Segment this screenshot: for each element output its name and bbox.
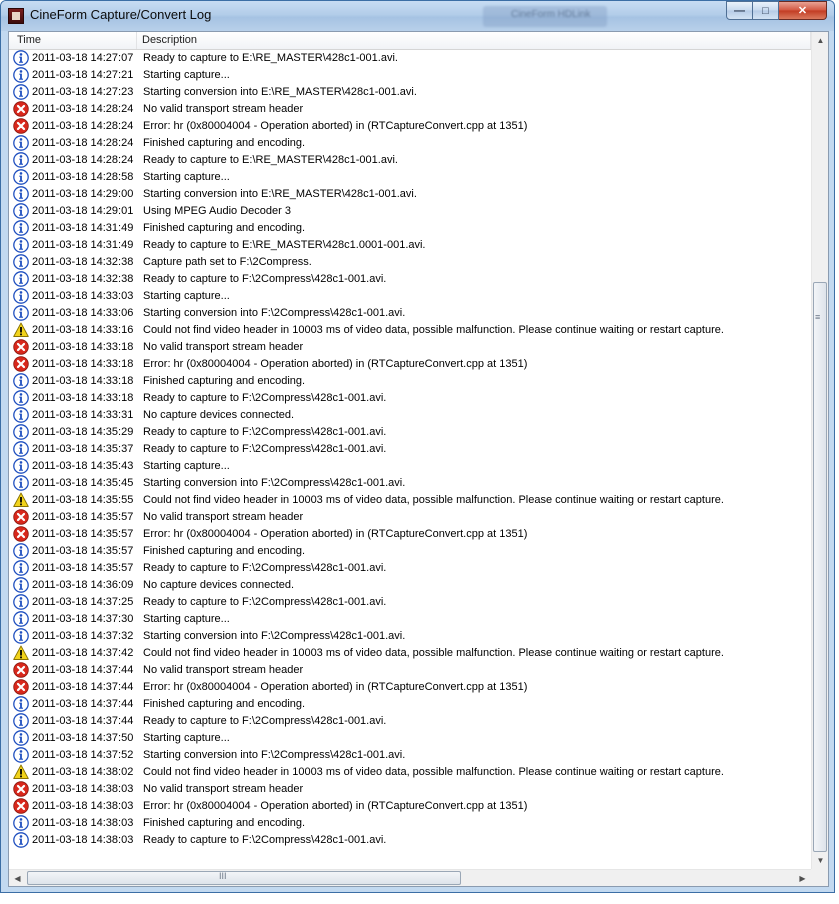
log-time: 2011-03-18 14:28:24	[32, 103, 134, 115]
log-time: 2011-03-18 14:33:18	[32, 358, 134, 370]
error-icon	[13, 509, 29, 525]
log-row[interactable]	[9, 798, 811, 815]
log-time: 2011-03-18 14:33:16	[32, 324, 134, 336]
log-description: Starting conversion into F:\2Compress\428c1-001.avi.	[143, 630, 406, 642]
info-icon	[13, 696, 29, 712]
log-description: Ready to capture to F:\2Compress\428c1-001.avi.	[143, 562, 387, 574]
error-icon	[13, 356, 29, 372]
log-rows	[9, 50, 811, 869]
info-icon	[13, 543, 29, 559]
log-row[interactable]	[9, 237, 811, 254]
log-description: Finished capturing and encoding.	[143, 817, 306, 829]
info-icon	[13, 475, 29, 491]
log-row[interactable]	[9, 492, 811, 509]
log-time: 2011-03-18 14:35:55	[32, 494, 134, 506]
background-window-ghost	[483, 6, 607, 27]
title-bar[interactable]	[1, 1, 834, 31]
info-icon	[13, 237, 29, 253]
log-description: Starting capture...	[143, 290, 230, 302]
info-icon	[13, 713, 29, 729]
vertical-grip-icon: ≡	[815, 312, 821, 322]
log-row[interactable]	[9, 152, 811, 169]
scroll-up-arrow-icon[interactable]: ▲	[816, 36, 825, 45]
column-header-time[interactable]: Time	[9, 32, 137, 49]
log-row[interactable]	[9, 271, 811, 288]
info-icon	[13, 560, 29, 576]
log-row[interactable]	[9, 407, 811, 424]
log-row[interactable]	[9, 203, 811, 220]
log-row[interactable]	[9, 781, 811, 798]
warning-icon	[13, 322, 29, 338]
info-icon	[13, 50, 29, 66]
info-icon	[13, 373, 29, 389]
info-icon	[13, 169, 29, 185]
log-time: 2011-03-18 14:38:02	[32, 766, 134, 778]
log-time: 2011-03-18 14:28:58	[32, 171, 134, 183]
log-description: Could not find video header in 10003 ms of video data, possible malfunction. Please continue waiting or restart capture.	[143, 494, 724, 506]
log-description: Starting capture...	[143, 171, 230, 183]
error-icon	[13, 118, 29, 134]
vertical-scrollbar[interactable]	[811, 32, 828, 869]
log-row[interactable]	[9, 101, 811, 118]
log-time: 2011-03-18 14:33:03	[32, 290, 134, 302]
log-time: 2011-03-18 14:31:49	[32, 222, 134, 234]
log-description: No valid transport stream header	[143, 341, 304, 353]
log-description: Using MPEG Audio Decoder 3	[143, 205, 291, 217]
log-description: Could not find video header in 10003 ms of video data, possible malfunction. Please continue waiting or restart capture.	[143, 766, 724, 778]
log-time: 2011-03-18 14:27:21	[32, 69, 134, 81]
log-description: No capture devices connected.	[143, 409, 295, 421]
log-description: Ready to capture to E:\RE_MASTER\428c1.0001-001.avi.	[143, 239, 426, 251]
info-icon	[13, 203, 29, 219]
scrollbar-corner	[811, 869, 828, 886]
log-row[interactable]	[9, 730, 811, 747]
error-icon	[13, 526, 29, 542]
log-row[interactable]	[9, 305, 811, 322]
log-description: Error: hr (0x80004004 - Operation aborted) in (RTCaptureConvert.cpp at 1351)	[143, 120, 528, 132]
log-time: 2011-03-18 14:31:49	[32, 239, 134, 251]
maximize-icon: □	[762, 4, 769, 17]
error-icon	[13, 339, 29, 355]
log-row[interactable]	[9, 645, 811, 662]
log-row[interactable]	[9, 356, 811, 373]
close-icon: ✕	[797, 5, 808, 17]
log-description: Finished capturing and encoding.	[143, 137, 306, 149]
log-time: 2011-03-18 14:27:23	[32, 86, 134, 98]
log-row[interactable]	[9, 458, 811, 475]
log-row[interactable]	[9, 594, 811, 611]
error-icon	[13, 679, 29, 695]
log-time: 2011-03-18 14:38:03	[32, 783, 134, 795]
log-time: 2011-03-18 14:35:43	[32, 460, 134, 472]
warning-icon	[13, 764, 29, 780]
log-row[interactable]	[9, 696, 811, 713]
log-row[interactable]	[9, 713, 811, 730]
log-description: Ready to capture to F:\2Compress\428c1-001.avi.	[143, 426, 387, 438]
log-time: 2011-03-18 14:38:03	[32, 817, 134, 829]
log-list-view[interactable]	[8, 31, 829, 887]
warning-icon	[13, 645, 29, 661]
column-header-description[interactable]: Description	[137, 32, 811, 49]
log-row[interactable]	[9, 254, 811, 271]
log-row[interactable]	[9, 475, 811, 492]
log-description: Ready to capture to F:\2Compress\428c1-001.avi.	[143, 273, 387, 285]
log-row[interactable]	[9, 288, 811, 305]
log-time: 2011-03-18 14:37:52	[32, 749, 134, 761]
vertical-scroll-thumb[interactable]	[813, 282, 827, 852]
log-time: 2011-03-18 14:35:57	[32, 511, 134, 523]
info-icon	[13, 135, 29, 151]
log-time: 2011-03-18 14:35:57	[32, 528, 134, 540]
log-row[interactable]	[9, 220, 811, 237]
log-description: No valid transport stream header	[143, 664, 304, 676]
log-time: 2011-03-18 14:37:30	[32, 613, 134, 625]
info-icon	[13, 628, 29, 644]
log-row[interactable]	[9, 322, 811, 339]
log-row[interactable]	[9, 169, 811, 186]
info-icon	[13, 271, 29, 287]
log-row[interactable]	[9, 509, 811, 526]
log-description: No capture devices connected.	[143, 579, 295, 591]
close-button[interactable]	[779, 1, 827, 20]
column-header	[9, 32, 811, 50]
log-row[interactable]	[9, 67, 811, 84]
info-icon	[13, 407, 29, 423]
info-icon	[13, 67, 29, 83]
log-time: 2011-03-18 14:33:18	[32, 341, 134, 353]
log-description: Ready to capture to F:\2Compress\428c1-001.avi.	[143, 834, 387, 846]
log-description: Capture path set to F:\2Compress.	[143, 256, 312, 268]
log-time: 2011-03-18 14:37:44	[32, 681, 134, 693]
log-time: 2011-03-18 14:33:06	[32, 307, 134, 319]
scroll-right-arrow-icon[interactable]: ▶	[799, 874, 806, 883]
log-time: 2011-03-18 14:37:44	[32, 698, 134, 710]
log-row[interactable]	[9, 339, 811, 356]
info-icon	[13, 390, 29, 406]
info-icon	[13, 747, 29, 763]
background-window-label: CineForm HDLink	[511, 9, 591, 20]
log-row[interactable]	[9, 441, 811, 458]
window-title: CineForm Capture/Convert Log	[30, 7, 212, 22]
maximize-button[interactable]	[753, 1, 779, 20]
log-time: 2011-03-18 14:33:31	[32, 409, 134, 421]
error-icon	[13, 781, 29, 797]
log-row[interactable]	[9, 526, 811, 543]
log-row[interactable]	[9, 186, 811, 203]
log-description: No valid transport stream header	[143, 783, 304, 795]
horizontal-grip-icon: III	[219, 871, 227, 881]
info-icon	[13, 832, 29, 848]
scroll-left-arrow-icon[interactable]: ◀	[14, 874, 21, 883]
log-row[interactable]	[9, 577, 811, 594]
info-icon	[13, 458, 29, 474]
log-row[interactable]	[9, 50, 811, 67]
log-row[interactable]	[9, 662, 811, 679]
info-icon	[13, 84, 29, 100]
info-icon	[13, 152, 29, 168]
caption-buttons	[726, 1, 827, 21]
log-description: Could not find video header in 10003 ms of video data, possible malfunction. Please continue waiting or restart capture.	[143, 647, 724, 659]
info-icon	[13, 594, 29, 610]
info-icon	[13, 730, 29, 746]
log-description: Finished capturing and encoding.	[143, 375, 306, 387]
log-description: Ready to capture to E:\RE_MASTER\428c1-001.avi.	[143, 52, 398, 64]
log-time: 2011-03-18 14:35:57	[32, 545, 134, 557]
info-icon	[13, 815, 29, 831]
info-icon	[13, 611, 29, 627]
log-row[interactable]	[9, 390, 811, 407]
log-time: 2011-03-18 14:35:29	[32, 426, 134, 438]
log-description: Error: hr (0x80004004 - Operation aborted) in (RTCaptureConvert.cpp at 1351)	[143, 528, 528, 540]
warning-icon	[13, 492, 29, 508]
log-time: 2011-03-18 14:29:01	[32, 205, 134, 217]
log-row[interactable]	[9, 373, 811, 390]
log-row[interactable]	[9, 560, 811, 577]
log-description: Ready to capture to F:\2Compress\428c1-001.avi.	[143, 715, 387, 727]
log-description: Finished capturing and encoding.	[143, 545, 306, 557]
log-description: Starting capture...	[143, 732, 230, 744]
log-time: 2011-03-18 14:37:44	[32, 715, 134, 727]
info-icon	[13, 441, 29, 457]
error-icon	[13, 101, 29, 117]
log-time: 2011-03-18 14:38:03	[32, 800, 134, 812]
log-time: 2011-03-18 14:35:45	[32, 477, 134, 489]
horizontal-scrollbar[interactable]	[9, 869, 811, 886]
log-time: 2011-03-18 14:28:24	[32, 137, 134, 149]
error-icon	[13, 798, 29, 814]
log-time: 2011-03-18 14:29:00	[32, 188, 134, 200]
log-row[interactable]	[9, 118, 811, 135]
log-description: Error: hr (0x80004004 - Operation aborted) in (RTCaptureConvert.cpp at 1351)	[143, 681, 528, 693]
log-row[interactable]	[9, 84, 811, 101]
log-description: Finished capturing and encoding.	[143, 698, 306, 710]
log-row[interactable]	[9, 135, 811, 152]
log-description: Starting conversion into F:\2Compress\428c1-001.avi.	[143, 749, 406, 761]
log-row[interactable]	[9, 747, 811, 764]
log-description: Error: hr (0x80004004 - Operation aborted) in (RTCaptureConvert.cpp at 1351)	[143, 358, 528, 370]
log-row[interactable]	[9, 679, 811, 696]
log-time: 2011-03-18 14:37:50	[32, 732, 134, 744]
log-time: 2011-03-18 14:27:07	[32, 52, 134, 64]
log-description: Could not find video header in 10003 ms of video data, possible malfunction. Please continue waiting or restart capture.	[143, 324, 724, 336]
log-description: Starting capture...	[143, 69, 230, 81]
log-row[interactable]	[9, 815, 811, 832]
info-icon	[13, 577, 29, 593]
log-time: 2011-03-18 14:35:37	[32, 443, 134, 455]
info-icon	[13, 288, 29, 304]
horizontal-scroll-thumb[interactable]	[27, 871, 461, 885]
log-time: 2011-03-18 14:36:09	[32, 579, 134, 591]
info-icon	[13, 186, 29, 202]
log-row[interactable]	[9, 543, 811, 560]
minimize-icon: —	[734, 4, 745, 17]
log-description: Error: hr (0x80004004 - Operation aborted) in (RTCaptureConvert.cpp at 1351)	[143, 800, 528, 812]
error-icon	[13, 662, 29, 678]
log-time: 2011-03-18 14:32:38	[32, 256, 134, 268]
info-icon	[13, 305, 29, 321]
log-description: Ready to capture to E:\RE_MASTER\428c1-001.avi.	[143, 154, 398, 166]
log-time: 2011-03-18 14:37:25	[32, 596, 134, 608]
log-row[interactable]	[9, 628, 811, 645]
log-row[interactable]	[9, 424, 811, 441]
log-description: Ready to capture to F:\2Compress\428c1-001.avi.	[143, 596, 387, 608]
log-description: Starting capture...	[143, 613, 230, 625]
log-time: 2011-03-18 14:35:57	[32, 562, 134, 574]
log-description: No valid transport stream header	[143, 511, 304, 523]
log-time: 2011-03-18 14:28:24	[32, 154, 134, 166]
log-description: Starting conversion into E:\RE_MASTER\428c1-001.avi.	[143, 188, 417, 200]
log-description: Starting capture...	[143, 460, 230, 472]
minimize-button[interactable]	[726, 1, 753, 20]
log-description: No valid transport stream header	[143, 103, 304, 115]
log-time: 2011-03-18 14:32:38	[32, 273, 134, 285]
scroll-down-arrow-icon[interactable]: ▼	[816, 856, 825, 865]
info-icon	[13, 254, 29, 270]
log-description: Starting conversion into F:\2Compress\428c1-001.avi.	[143, 307, 406, 319]
info-icon	[13, 424, 29, 440]
log-description: Ready to capture to F:\2Compress\428c1-001.avi.	[143, 392, 387, 404]
log-description: Starting conversion into E:\RE_MASTER\428c1-001.avi.	[143, 86, 417, 98]
log-time: 2011-03-18 14:33:18	[32, 375, 134, 387]
log-time: 2011-03-18 14:37:32	[32, 630, 134, 642]
log-row[interactable]	[9, 611, 811, 628]
log-time: 2011-03-18 14:33:18	[32, 392, 134, 404]
log-time: 2011-03-18 14:37:42	[32, 647, 134, 659]
info-icon	[13, 220, 29, 236]
log-description: Finished capturing and encoding.	[143, 222, 306, 234]
log-time: 2011-03-18 14:38:03	[32, 834, 134, 846]
log-description: Ready to capture to F:\2Compress\428c1-001.avi.	[143, 443, 387, 455]
log-row[interactable]	[9, 832, 811, 849]
cineform-app-icon[interactable]	[8, 8, 24, 24]
log-time: 2011-03-18 14:37:44	[32, 664, 134, 676]
log-time: 2011-03-18 14:28:24	[32, 120, 134, 132]
log-description: Starting conversion into F:\2Compress\428c1-001.avi.	[143, 477, 406, 489]
log-row[interactable]	[9, 764, 811, 781]
